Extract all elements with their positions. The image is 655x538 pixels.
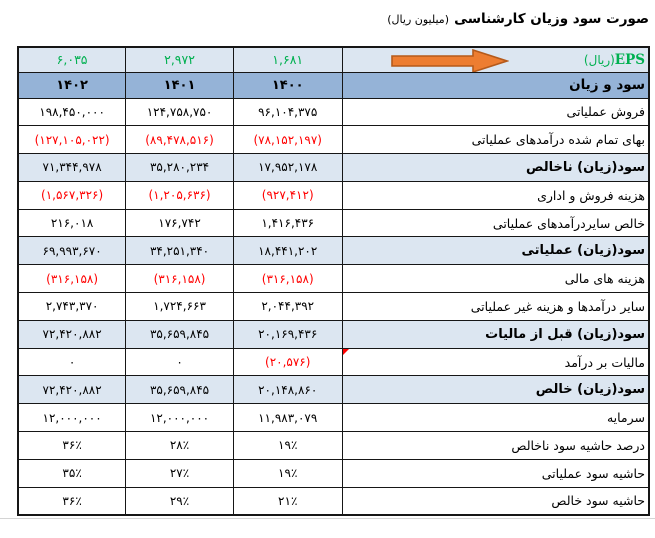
value-cell[interactable]: ۳۵,۶۵۹,۸۴۵ (126, 376, 234, 404)
row-label-cell[interactable]: سرمایه (342, 404, 649, 432)
row-label-cell[interactable]: حاشیه سود عملیاتی (342, 459, 649, 487)
row-label-cell[interactable]: خالص سایردرآمدهای عملیاتی (342, 209, 649, 237)
pl-table-container (17, 46, 650, 516)
pl-table (17, 46, 650, 516)
value-cell[interactable]: ۷۲,۴۲۰,۸۸۲ (18, 320, 126, 348)
value-cell[interactable]: ۱۱,۹۸۳,۰۷۹ (233, 404, 342, 432)
value-cell[interactable]: ۲۷٪ (126, 459, 234, 487)
value-cell[interactable]: (۱,۲۰۵,۶۳۶) (126, 181, 234, 209)
comment-marker-icon (343, 348, 350, 355)
value-cell[interactable]: ۰ (126, 348, 234, 376)
value-cell[interactable]: ۱۸,۴۴۱,۲۰۲ (233, 237, 342, 265)
page-title-unit: (میلیون ریال) (387, 13, 449, 26)
table-row (18, 209, 649, 237)
table-row (18, 432, 649, 460)
value-cell[interactable]: ۱۲۴,۷۵۸,۷۵۰ (126, 98, 234, 126)
value-cell[interactable]: (۳۱۶,۱۵۸) (18, 265, 126, 293)
value-cell[interactable]: (۷۸,۱۵۲,۱۹۷) (233, 126, 342, 154)
value-cell[interactable]: (۲۰,۵۷۶) (233, 348, 342, 376)
eps-label-en: EPS (614, 51, 645, 68)
eps-value-cell[interactable]: ۶,۰۳۵ (18, 47, 126, 72)
orange-right-arrow-icon[interactable] (391, 49, 509, 72)
table-row (18, 348, 649, 376)
row-label-cell[interactable]: حاشیه سود خالص (342, 487, 649, 515)
value-cell[interactable]: (۱,۵۶۷,۳۲۶) (18, 181, 126, 209)
value-cell[interactable]: ۳۶٪ (18, 432, 126, 460)
table-row (18, 98, 649, 126)
value-cell[interactable]: ۷۲,۴۲۰,۸۸۲ (18, 376, 126, 404)
row-label-cell[interactable]: درصد حاشیه سود ناخالص (342, 432, 649, 460)
sheet-gridline (0, 518, 655, 519)
table-row (18, 459, 649, 487)
page-title (387, 8, 649, 27)
value-cell[interactable]: (۹۲۷,۴۱۲) (233, 181, 342, 209)
eps-value-cell[interactable]: ۲,۹۷۲ (126, 47, 234, 72)
year-cell[interactable]: ۱۴۰۲ (18, 72, 126, 98)
table-row (18, 126, 649, 154)
value-cell[interactable]: (۳۱۶,۱۵۸) (233, 265, 342, 293)
row-label-cell[interactable]: سایر درآمدها و هزینه غیر عملیاتی (342, 293, 649, 321)
value-cell[interactable]: ۱۲,۰۰۰,۰۰۰ (18, 404, 126, 432)
value-cell[interactable]: ۲,۷۴۳,۳۷۰ (18, 293, 126, 321)
table-row (18, 181, 649, 209)
value-cell[interactable]: ۲۹٪ (126, 487, 234, 515)
value-cell[interactable]: ۹۶,۱۰۴,۳۷۵ (233, 98, 342, 126)
row-label-cell[interactable]: هزینه های مالی (342, 265, 649, 293)
value-cell[interactable]: ۲,۰۴۴,۳۹۲ (233, 293, 342, 321)
value-cell[interactable]: (۳۱۶,۱۵۸) (126, 265, 234, 293)
table-row (18, 487, 649, 515)
value-cell[interactable]: ۱۷,۹۵۲,۱۷۸ (233, 154, 342, 182)
table-row (18, 376, 649, 404)
value-cell[interactable]: ۳۵,۲۸۰,۲۳۴ (126, 154, 234, 182)
table-row (18, 320, 649, 348)
eps-label-fa: (ریال) (583, 52, 615, 67)
row-label-cell[interactable]: سود(زیان) ناخالص (342, 154, 649, 182)
value-cell[interactable]: (۸۹,۴۷۸,۵۱۶) (126, 126, 234, 154)
row-label-cell[interactable]: بهای تمام شده درآمدهای عملیاتی (342, 126, 649, 154)
table-row (18, 265, 649, 293)
value-cell[interactable]: ۲۱۶,۰۱۸ (18, 209, 126, 237)
value-cell[interactable]: ۲۰,۱۴۸,۸۶۰ (233, 376, 342, 404)
row-label-cell[interactable]: هزینه فروش و اداری (342, 181, 649, 209)
row-label-cell[interactable]: سود(زیان) قبل از مالیات (342, 320, 649, 348)
eps-row (18, 47, 649, 72)
value-cell[interactable]: ۳۵٪ (18, 459, 126, 487)
value-cell[interactable]: ۱,۴۱۶,۴۳۶ (233, 209, 342, 237)
value-cell[interactable]: ۲۸٪ (126, 432, 234, 460)
table-row (18, 404, 649, 432)
value-cell[interactable]: ۱۹۸,۴۵۰,۰۰۰ (18, 98, 126, 126)
value-cell[interactable]: ۱,۷۲۴,۶۶۳ (126, 293, 234, 321)
value-cell[interactable]: ۳۴,۲۵۱,۳۴۰ (126, 237, 234, 265)
value-cell[interactable]: ۲۱٪ (233, 487, 342, 515)
section-title-cell[interactable]: سود و زیان (342, 72, 649, 98)
value-cell[interactable]: ۷۱,۳۴۴,۹۷۸ (18, 154, 126, 182)
years-header-row (18, 72, 649, 98)
row-label-cell[interactable]: سود(زیان) عملیاتی (342, 237, 649, 265)
year-cell[interactable]: ۱۴۰۰ (233, 72, 342, 98)
value-cell[interactable]: ۶۹,۹۹۳,۶۷۰ (18, 237, 126, 265)
table-row (18, 237, 649, 265)
eps-label-cell[interactable] (342, 47, 649, 72)
row-label-cell[interactable]: مالیات بر درآمد (342, 348, 649, 376)
row-label-cell[interactable]: فروش عملیاتی (342, 98, 649, 126)
value-cell[interactable]: ۱۲,۰۰۰,۰۰۰ (126, 404, 234, 432)
page-title-main: صورت سود وزیان کارشناسی (454, 11, 649, 27)
row-label-cell[interactable]: سود(زیان) خالص (342, 376, 649, 404)
pl-table-body (18, 47, 649, 515)
value-cell[interactable]: ۳۶٪ (18, 487, 126, 515)
eps-value-cell[interactable]: ۱,۶۸۱ (233, 47, 342, 72)
value-cell[interactable]: ۲۰,۱۶۹,۴۳۶ (233, 320, 342, 348)
value-cell[interactable]: ۱۹٪ (233, 432, 342, 460)
table-row (18, 293, 649, 321)
value-cell[interactable]: ۰ (18, 348, 126, 376)
value-cell[interactable]: (۱۲۷,۱۰۵,۰۲۲) (18, 126, 126, 154)
table-row (18, 154, 649, 182)
value-cell[interactable]: ۱۹٪ (233, 459, 342, 487)
year-cell[interactable]: ۱۴۰۱ (126, 72, 234, 98)
value-cell[interactable]: ۳۵,۶۵۹,۸۴۵ (126, 320, 234, 348)
value-cell[interactable]: ۱۷۶,۷۴۲ (126, 209, 234, 237)
